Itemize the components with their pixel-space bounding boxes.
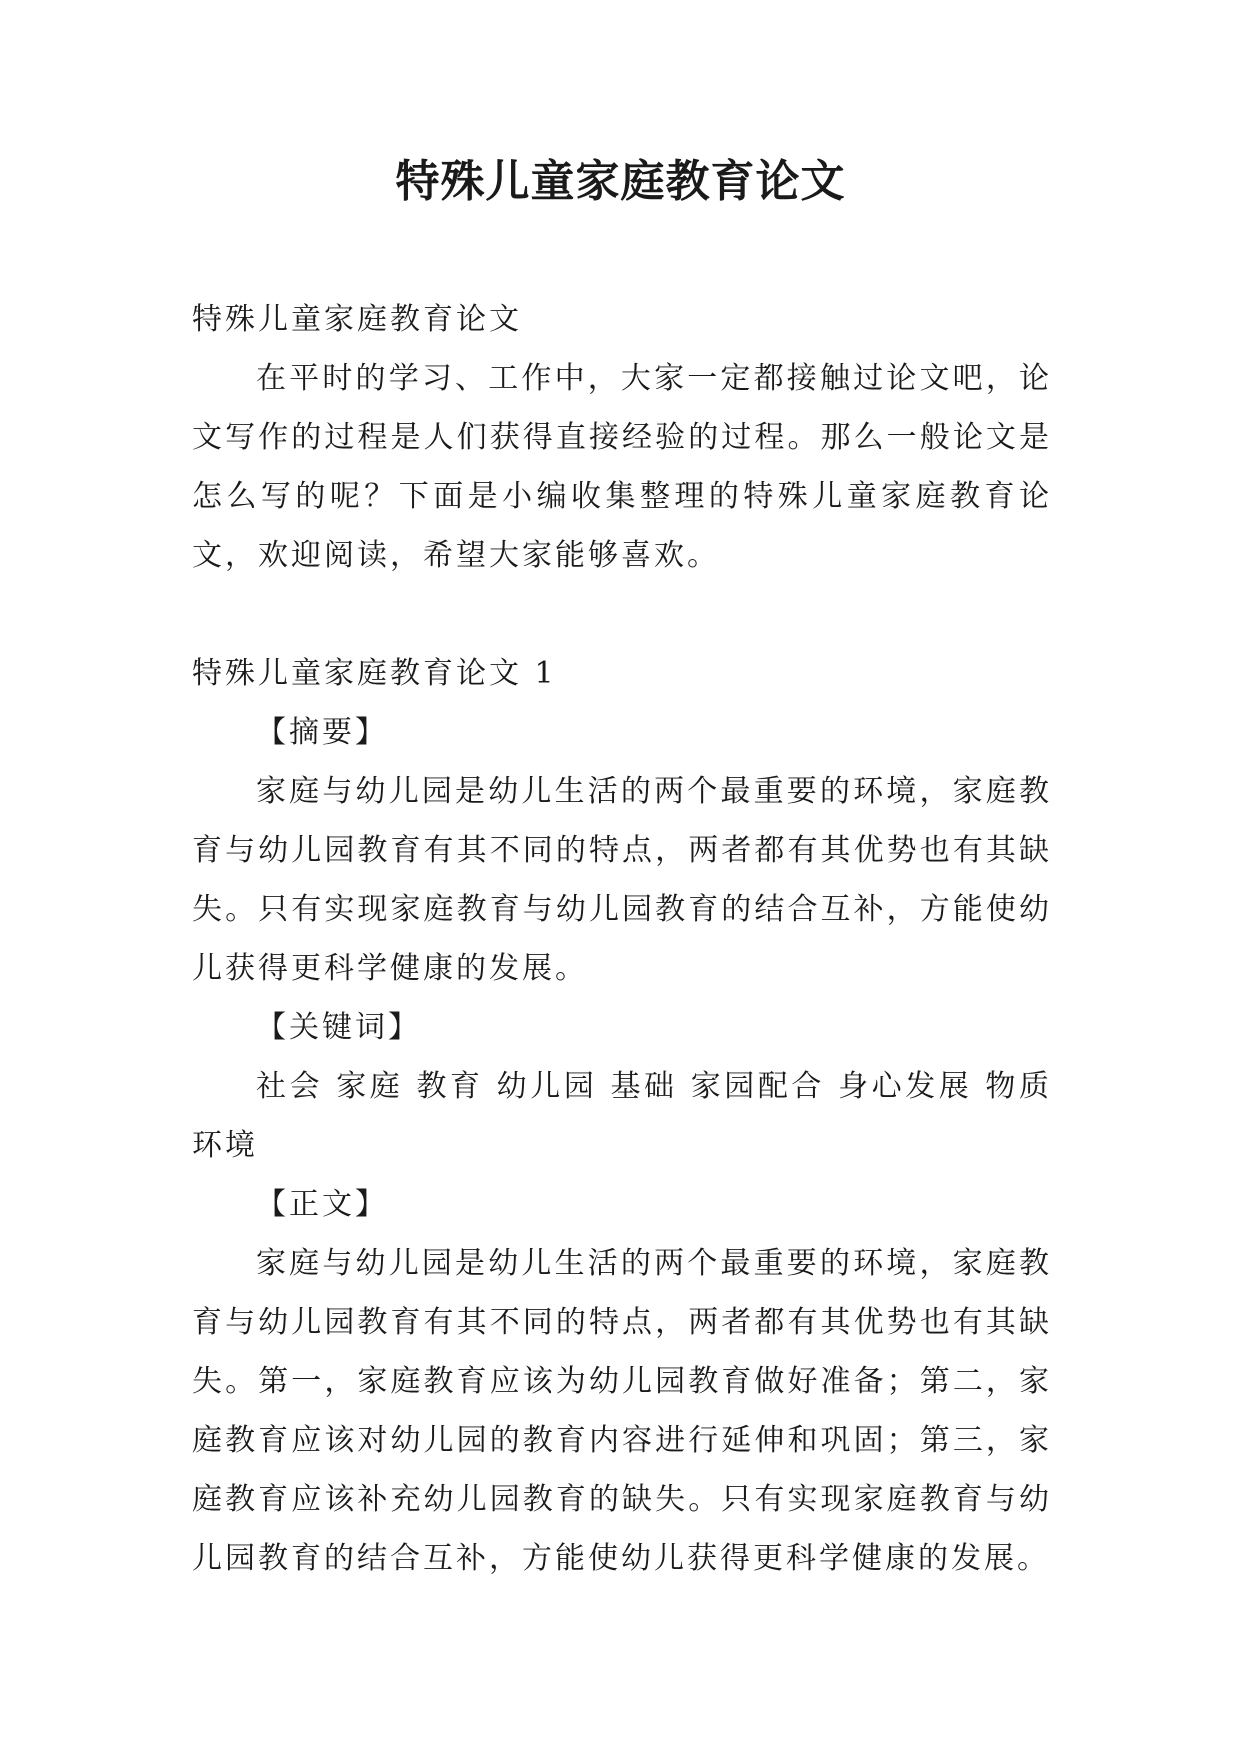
body-text: 家庭与幼儿园是幼儿生活的两个最重要的环境，家庭教育与幼儿园教育有其不同的特点，两者都有其优势也有其缺失。第一，家庭教育应该为幼儿园教育做好准备；第二，家庭教育应该对幼儿园的教育内容进行延伸和巩固；第三，家庭教育应该补充幼儿园教育的缺失。只有实现家庭教育与幼儿园教育的结合互补，方能使幼儿获得更科学健康的发展。 bbox=[192, 1246, 1052, 1576]
abstract-text: 家庭与幼儿园是幼儿生活的两个最重要的环境，家庭教育与幼儿园教育有其不同的特点，两者都有其优势也有其缺失。只有实现家庭教育与幼儿园教育的结合互补，方能使幼儿获得更科学健康的发展。 bbox=[192, 774, 1052, 986]
document-title: 特殊儿童家庭教育论文 bbox=[395, 156, 846, 207]
intro-paragraph: 在平时的学习、工作中，大家一定都接触过论文吧，论文写作的过程是人们获得直接经验的过程。那么一般论文是怎么写的呢？下面是小编收集整理的特殊儿童家庭教育论文，欢迎阅读，希望大家能够喜欢。 bbox=[192, 361, 1052, 573]
keywords-text: 社会 家庭 教育 幼儿园 基础 家园配合 身心发展 物质环境 bbox=[192, 1069, 1052, 1163]
body-label: 【正文】 bbox=[256, 1187, 388, 1222]
intro-heading: 特殊儿童家庭教育论文 bbox=[192, 302, 522, 337]
keywords-label: 【关键词】 bbox=[256, 1010, 421, 1045]
abstract-label: 【摘要】 bbox=[256, 715, 388, 750]
document-body bbox=[192, 290, 1052, 1588]
section-heading: 特殊儿童家庭教育论文 1 bbox=[192, 656, 557, 691]
